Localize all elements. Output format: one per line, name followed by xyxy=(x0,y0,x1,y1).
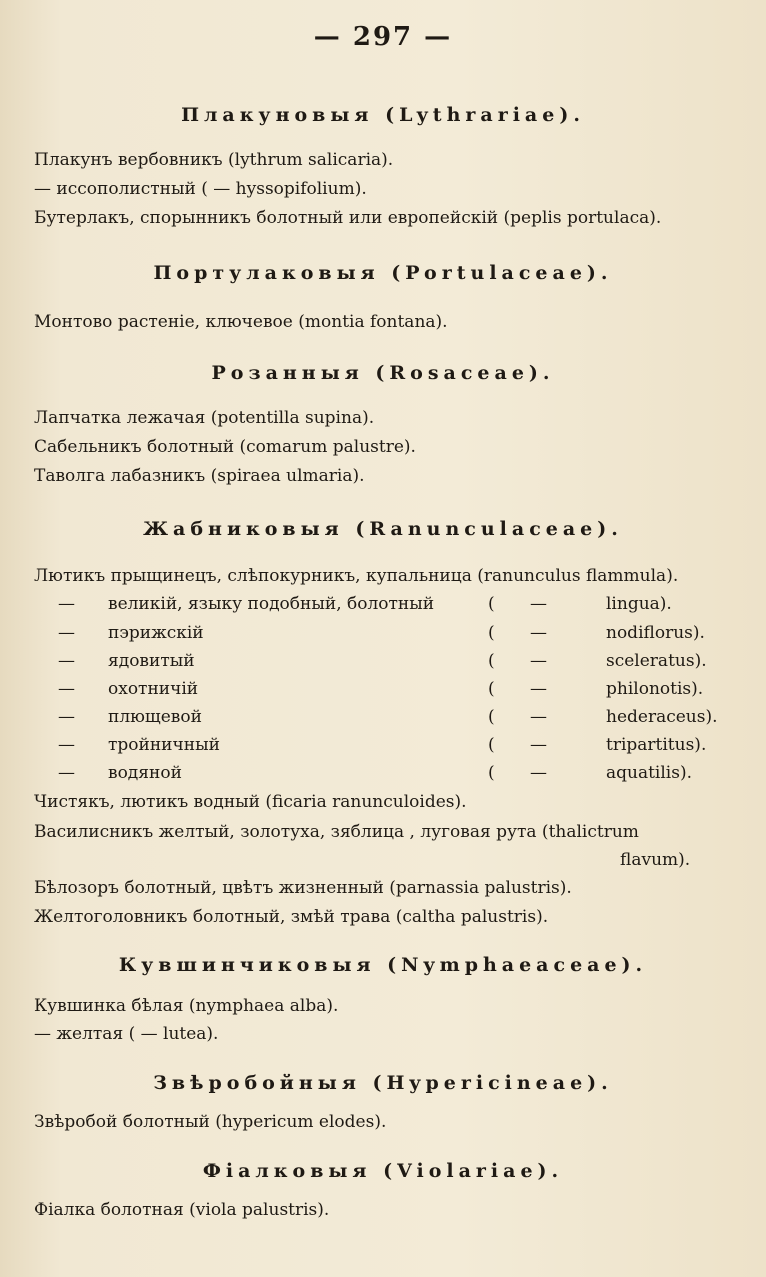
row-latin: tripartitus). xyxy=(606,735,707,755)
row-latin: lingua). xyxy=(606,594,672,614)
entry-line: Таволга лабазникъ (spiraea ulmaria). xyxy=(34,466,365,486)
page-number: — 297 — xyxy=(313,22,453,52)
row-name: тройничный xyxy=(108,735,220,755)
row-paren: ( xyxy=(488,594,495,614)
row-dash: — xyxy=(58,763,75,783)
row-dash: — xyxy=(58,679,75,699)
entry-line: Фіалка болотная (viola palustris). xyxy=(34,1200,330,1220)
row-paren: ( xyxy=(488,763,495,783)
row-latin: sceleratus). xyxy=(606,651,707,671)
entry-line: — желтая ( — lutea). xyxy=(34,1024,219,1044)
entry-line: Бутерлакъ, спорынникъ болотный или европейскій (peplis portulaca). xyxy=(34,208,662,228)
entry-line: Звѣробой болотный (hypericum elodes). xyxy=(34,1112,387,1132)
entry-line: Василисникъ желтый, золотуха, зяблица , луговая рута (thalictrum xyxy=(34,822,639,842)
row-dash2: — xyxy=(530,594,547,614)
entry-line-continuation: flavum). xyxy=(620,850,691,870)
row-name: плющевой xyxy=(108,707,202,727)
row-dash2: — xyxy=(530,735,547,755)
entry-line: Монтово растеніе, ключевое (montia fontana). xyxy=(34,312,448,332)
entry-line: Желтоголовникъ болотный, змѣй трава (caltha palustris). xyxy=(34,907,549,927)
row-dash: — xyxy=(58,707,75,727)
row-dash: — xyxy=(58,594,75,614)
row-paren: ( xyxy=(488,623,495,643)
row-paren: ( xyxy=(488,679,495,699)
row-paren: ( xyxy=(488,735,495,755)
row-paren: ( xyxy=(488,707,495,727)
row-name: охотничій xyxy=(108,679,199,699)
entry-line: Лютикъ прыщинецъ, слѣпокурникъ, купальница (ranunculus flammula). xyxy=(34,566,679,586)
row-dash: — xyxy=(58,735,75,755)
section-heading-rosaceae: Розанныя (Rosaceae). xyxy=(211,362,555,384)
entry-line: — иссополистный ( — hyssopifolium). xyxy=(34,179,367,199)
row-dash2: — xyxy=(530,623,547,643)
entry-line: Бѣлозоръ болотный, цвѣтъ жизненный (parnassia palustris). xyxy=(34,878,572,898)
section-heading-violariae: Фіалковыя (Violariae). xyxy=(202,1160,564,1182)
row-name: великій, языку подобный, болотный xyxy=(108,594,435,614)
entry-line: Лапчатка лежачая (potentilla supina). xyxy=(34,408,375,428)
row-latin: philonotis). xyxy=(606,679,704,699)
row-paren: ( xyxy=(488,651,495,671)
row-name: ядовитый xyxy=(108,651,195,671)
row-dash2: — xyxy=(530,763,547,783)
row-dash2: — xyxy=(530,651,547,671)
section-heading-ranunculaceae: Жабниковыя (Ranunculaceae). xyxy=(143,518,623,540)
row-latin: hederaceus). xyxy=(606,707,718,727)
section-heading-lythrariae: Плакуновыя (Lythrariae). xyxy=(181,104,585,126)
row-dash: — xyxy=(58,623,75,643)
row-name: водяной xyxy=(108,763,182,783)
section-heading-hypericineae: Звѣробойныя (Hypericineae). xyxy=(153,1072,613,1094)
section-heading-nymphaeaceae: Кувшинчиковыя (Nymphaeaceae). xyxy=(118,954,648,976)
section-heading-portulaceae: Портулаковыя (Portulaceae). xyxy=(153,262,613,284)
row-latin: aquatilis). xyxy=(606,763,693,783)
entry-line: Чистякъ, лютикъ водный (ficaria ranunculoides). xyxy=(34,792,467,812)
row-dash2: — xyxy=(530,707,547,727)
row-dash2: — xyxy=(530,679,547,699)
row-name: пэрижскій xyxy=(108,623,204,643)
row-latin: nodiflorus). xyxy=(606,623,705,643)
row-dash: — xyxy=(58,651,75,671)
entry-line: Плакунъ вербовникъ (lythrum salicaria). xyxy=(34,150,394,170)
entry-line: Сабельникъ болотный (comarum palustre). xyxy=(34,437,416,457)
entry-line: Кувшинка бѣлая (nymphaea alba). xyxy=(34,996,339,1016)
